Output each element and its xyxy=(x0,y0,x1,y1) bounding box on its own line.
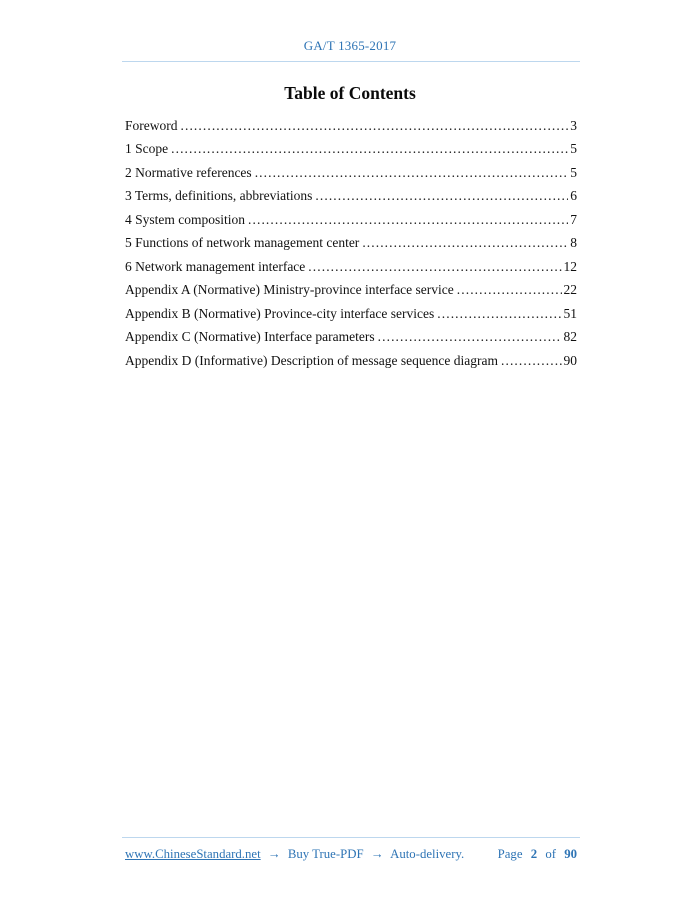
toc-page-number: 3 xyxy=(570,118,577,133)
toc-leader-dots xyxy=(457,278,562,301)
toc-entry-title: Foreword xyxy=(125,118,178,133)
of-label: of xyxy=(545,847,556,861)
toc-leader-dots xyxy=(362,231,568,254)
footer-link[interactable]: www.ChineseStandard.net xyxy=(125,847,261,861)
toc-row xyxy=(125,255,577,278)
toc-page-number: 51 xyxy=(563,305,577,321)
toc-leader-dots xyxy=(171,137,568,160)
toc-entry-title: Appendix A (Normative) Ministry-province interface service xyxy=(125,282,454,298)
toc-row xyxy=(125,231,577,254)
toc-page-number: 8 xyxy=(570,235,577,251)
toc-page-number: 82 xyxy=(563,329,577,345)
toc-page-number: 5 xyxy=(570,164,577,180)
page-label: Page xyxy=(497,847,523,861)
page-current: 2 xyxy=(530,847,538,861)
toc-entry-title: 5 Functions of network management center xyxy=(125,235,360,251)
toc-leader-dots xyxy=(378,325,562,348)
toc-row xyxy=(125,184,577,207)
doc-number: GA/T 1365-2017 xyxy=(303,38,397,53)
footer-buy-text: Buy True-PDF xyxy=(287,847,364,861)
toc-entry-title: Appendix D (Informative) Description of message sequence diagram xyxy=(125,352,498,368)
toc-entry-title: 1 Scope xyxy=(125,141,169,157)
toc-page-number: 5 xyxy=(570,141,577,157)
toc-row xyxy=(125,302,577,325)
toc-page-number: 6 xyxy=(570,188,577,204)
toc-leader-dots xyxy=(255,161,569,184)
toc-page-number: 22 xyxy=(563,282,577,298)
toc-entry-title: 3 Terms, definitions, abbreviations xyxy=(125,188,313,204)
page-indicator xyxy=(498,847,577,862)
toc-row xyxy=(125,325,577,348)
toc-row xyxy=(125,114,577,137)
page-title: Table of Contents xyxy=(284,83,416,103)
toc-entry-title: Appendix B (Normative) Province-city interface services xyxy=(125,305,435,321)
footer-delivery-text: Auto-delivery. xyxy=(390,847,465,861)
toc-page-number: 12 xyxy=(563,258,577,274)
footer-rule xyxy=(122,837,580,838)
toc-entry-title: 6 Network management interface xyxy=(125,258,306,274)
footer-bar xyxy=(125,847,577,862)
toc-row xyxy=(125,278,577,301)
arrow-right-icon: → xyxy=(267,847,281,861)
arrow-right-icon: → xyxy=(370,847,384,861)
toc-page-number: 90 xyxy=(563,352,577,368)
toc-row xyxy=(125,161,577,184)
footer-left xyxy=(125,847,468,862)
toc-row xyxy=(125,208,577,231)
toc-list xyxy=(125,114,577,372)
toc-leader-dots xyxy=(308,255,561,278)
toc-leader-dots xyxy=(248,208,568,231)
toc-leader-dots xyxy=(501,349,562,372)
toc-entry-title: Appendix C (Normative) Interface parameters xyxy=(125,329,375,345)
toc-leader-dots xyxy=(437,302,561,325)
toc-leader-dots xyxy=(315,184,568,207)
header-rule xyxy=(122,61,580,62)
toc-entry-title: 4 System composition xyxy=(125,211,246,227)
toc-row xyxy=(125,137,577,160)
page-total: 90 xyxy=(564,847,577,861)
toc-leader-dots xyxy=(181,114,569,137)
toc-entry-title: 2 Normative references xyxy=(125,164,252,180)
toc-row xyxy=(125,349,577,372)
toc-page-number: 7 xyxy=(570,211,577,227)
